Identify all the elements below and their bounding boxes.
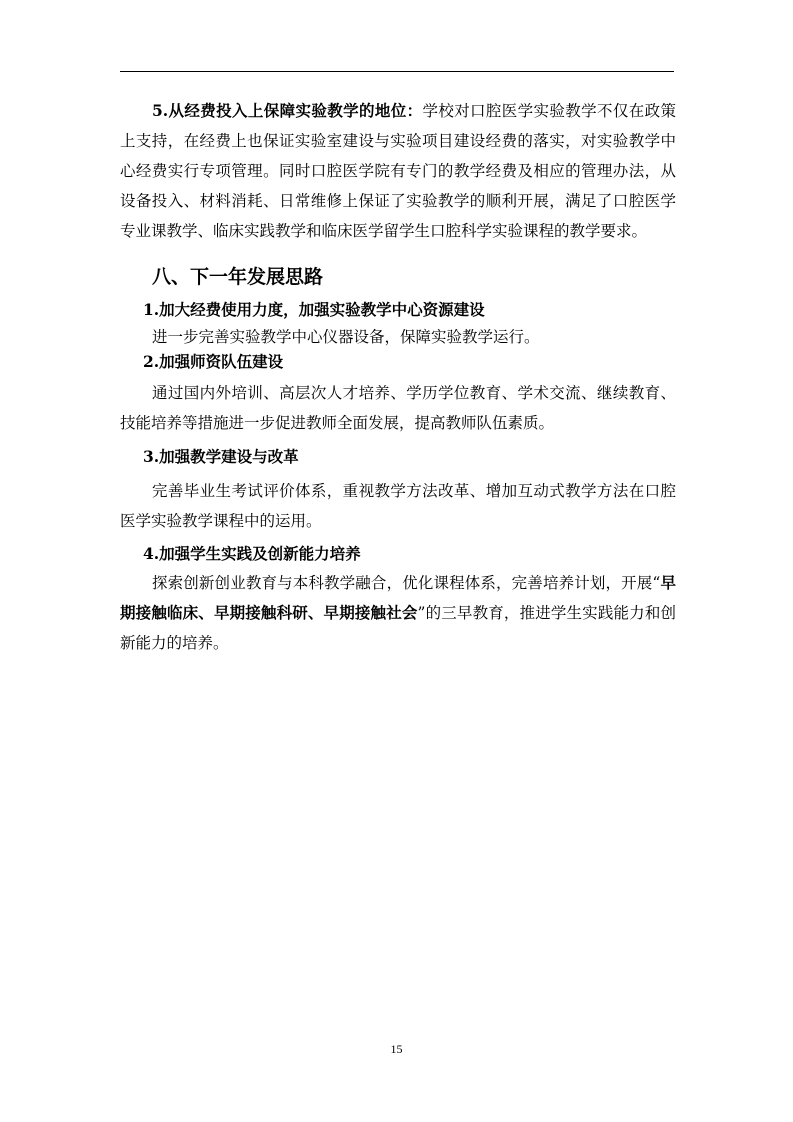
item-4-body-emphasis: 早期接触临床、早期接触科研、早期接触社会 <box>120 573 676 622</box>
paragraph-5 <box>120 96 676 246</box>
item-4-body <box>120 568 676 658</box>
section-8-heading: 八、下一年发展思路 <box>152 266 324 288</box>
item-3-body: 完善毕业生考试评价体系，重视教学方法改革、增加互动式教学方法在口腔医学实验教学课程中的运用。 <box>120 482 676 530</box>
page-number: 15 <box>390 1042 403 1056</box>
paragraph-5-body: 学校对口腔医学实验教学不仅在政策上支持，在经费上也保证实验室建设与实验项目建设经费的落实，对实验教学中心经费实行专项管理。同时口腔医学院有专门的教学经费及相应的管理办法，从设备投入、材料消耗、日常维修上保证了实验教学的顺利开展，满足了口腔医学专业课教学、临床实践教学和临床医学留学生口腔科学实验课程的教学要求。 <box>120 102 676 240</box>
header-rule <box>120 71 674 72</box>
item-3-title: 3.加强教学建设与改革 <box>143 447 299 466</box>
item-4-body-start: 探索创新创业教育与本科教学融合，优化课程体系，完善培养计划，开展“ <box>152 574 661 592</box>
item-2-body: 通过国内外培训、高层次人才培养、学历学位教育、学术交流、继续教育、技能培养等措施进一步促进教师全面发展，提高教师队伍素质。 <box>120 384 676 432</box>
item-2-title: 2.加强师资队伍建设 <box>143 352 284 371</box>
item-4-body-end: ”的三早教育，推进学生实践能力和创新能力的培养。 <box>120 604 676 652</box>
item-1-title: 1.加大经费使用力度，加强实验教学中心资源建设 <box>143 300 485 319</box>
paragraph-5-lead: 5.从经费投入上保障实验教学的地位： <box>152 101 423 120</box>
item-4-title: 4.加强学生实践及创新能力培养 <box>143 544 361 563</box>
item-1-body: 进一步完善实验教学中心仪器设备，保障实验教学运行。 <box>152 328 540 346</box>
